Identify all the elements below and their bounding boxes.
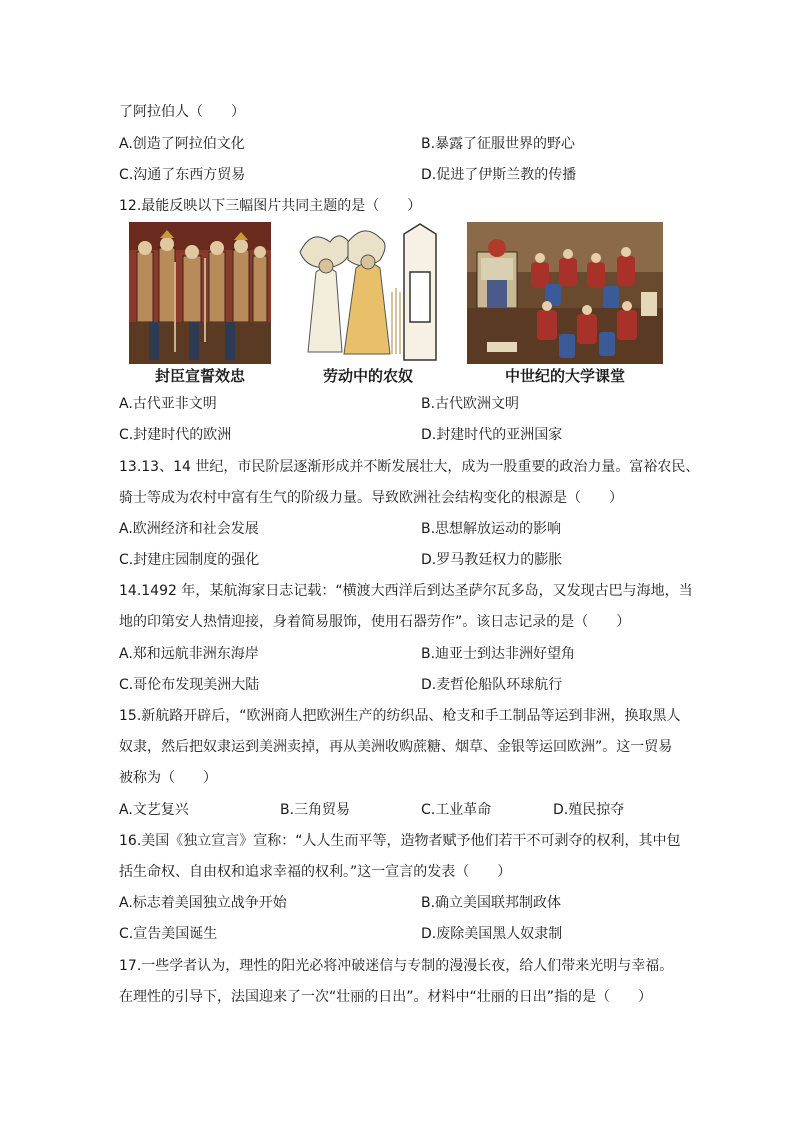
q14-stem-line-1: 14.1492 年，某航海家日志记载：“横渡大西洋后到达圣萨尔瓦多岛，又发现古巴与海地，当 bbox=[119, 583, 693, 599]
q12-stem: 12.最能反映以下三幅图片共同主题的是（ ） bbox=[119, 198, 422, 214]
q12-option-d[interactable]: D.封建时代的亚洲国家 bbox=[421, 427, 563, 443]
q11-stem-tail: 了阿拉伯人（ ） bbox=[119, 104, 245, 120]
feudal-oath-illustration bbox=[129, 222, 271, 364]
q11-option-d[interactable]: D.促进了伊斯兰教的传播 bbox=[421, 167, 577, 183]
q13-option-a[interactable]: A.欧洲经济和社会发展 bbox=[119, 521, 259, 537]
q12-option-c[interactable]: C.封建时代的欧洲 bbox=[119, 427, 232, 443]
q15-stem-line-3: 被称为（ ） bbox=[119, 770, 217, 786]
q14-option-b[interactable]: B.迪亚士到达非洲好望角 bbox=[421, 646, 576, 662]
q16-option-a[interactable]: A.标志着美国独立战争开始 bbox=[119, 895, 287, 911]
q15-stem-line-1: 15.新航路开辟后，“欧洲商人把欧洲生产的纺织品、枪支和手工制品等运到非洲，换取黑人 bbox=[119, 708, 681, 724]
q13-option-d[interactable]: D.罗马教廷权力的膨胀 bbox=[421, 552, 563, 568]
q12-option-b[interactable]: B.古代欧洲文明 bbox=[421, 396, 520, 412]
q14-option-a[interactable]: A.郑和远航非洲东海岸 bbox=[119, 646, 259, 662]
q11-option-b[interactable]: B.暴露了征服世界的野心 bbox=[421, 136, 576, 152]
q16-stem-line-1: 16.美国《独立宣言》宣称：“人人生而平等，造物者赋予他们若干不可剥夺的权利，其中包 bbox=[119, 833, 681, 849]
q11-option-a[interactable]: A.创造了阿拉伯文化 bbox=[119, 136, 245, 152]
q16-option-c[interactable]: C.宣告美国诞生 bbox=[119, 926, 218, 942]
q11-option-c[interactable]: C.沟通了东西方贸易 bbox=[119, 167, 246, 183]
q13-option-c[interactable]: C.封建庄园制度的强化 bbox=[119, 552, 260, 568]
q13-option-b[interactable]: B.思想解放运动的影响 bbox=[421, 521, 562, 537]
q16-stem-line-2: 括生命权、自由权和追求幸福的权利。”这一宣言的发表（ ） bbox=[119, 864, 512, 880]
q14-stem-line-2: 地的印第安人热情迎接，身着简易服饰，使用石器劳作”。该日志记录的是（ ） bbox=[119, 614, 631, 630]
q14-option-d[interactable]: D.麦哲伦船队环球航行 bbox=[421, 677, 563, 693]
q13-stem-line-1: 13.13、14 世纪，市民阶层逐渐形成并不断发展壮大，成为一股重要的政治力量。富裕农民、 bbox=[119, 459, 700, 475]
caption-medieval-classroom: 中世纪的大学课堂 bbox=[504, 367, 625, 385]
q12-option-a[interactable]: A.古代亚非文明 bbox=[119, 396, 217, 412]
q15-option-b[interactable]: B.三角贸易 bbox=[280, 802, 351, 818]
q14-option-c[interactable]: C.哥伦布发现美洲大陆 bbox=[119, 677, 260, 693]
q13-stem-line-2: 骑士等成为农村中富有生气的阶级力量。导致欧洲社会结构变化的根源是（ ） bbox=[119, 490, 623, 506]
q16-option-d[interactable]: D.废除美国黑人奴隶制 bbox=[421, 926, 563, 942]
q17-stem-line-1: 17.一些学者认为，理性的阳光必将冲破迷信与专制的漫漫长夜，给人们带来光明与幸福。 bbox=[119, 958, 674, 974]
q15-option-a[interactable]: A.文艺复兴 bbox=[119, 802, 189, 818]
q17-stem-line-2: 在理性的引导下，法国迎来了一次“壮丽的日出”。材料中“壮丽的日出”指的是（ ） bbox=[119, 989, 653, 1005]
serf-labor-illustration bbox=[292, 222, 444, 364]
q15-option-d[interactable]: D.殖民掠夺 bbox=[553, 802, 625, 818]
medieval-classroom-illustration bbox=[467, 222, 663, 364]
q15-stem-line-2: 奴隶，然后把奴隶运到美洲卖掉，再从美洲收购蔗糖、烟草、金银等运回欧洲”。这一贸易 bbox=[119, 739, 673, 755]
q15-option-c[interactable]: C.工业革命 bbox=[421, 802, 492, 818]
q16-option-b[interactable]: B.确立美国联邦制政体 bbox=[421, 895, 562, 911]
caption-serf-labor: 劳动中的农奴 bbox=[322, 367, 413, 385]
caption-feudal-oath: 封臣宣誓效忠 bbox=[154, 367, 245, 385]
